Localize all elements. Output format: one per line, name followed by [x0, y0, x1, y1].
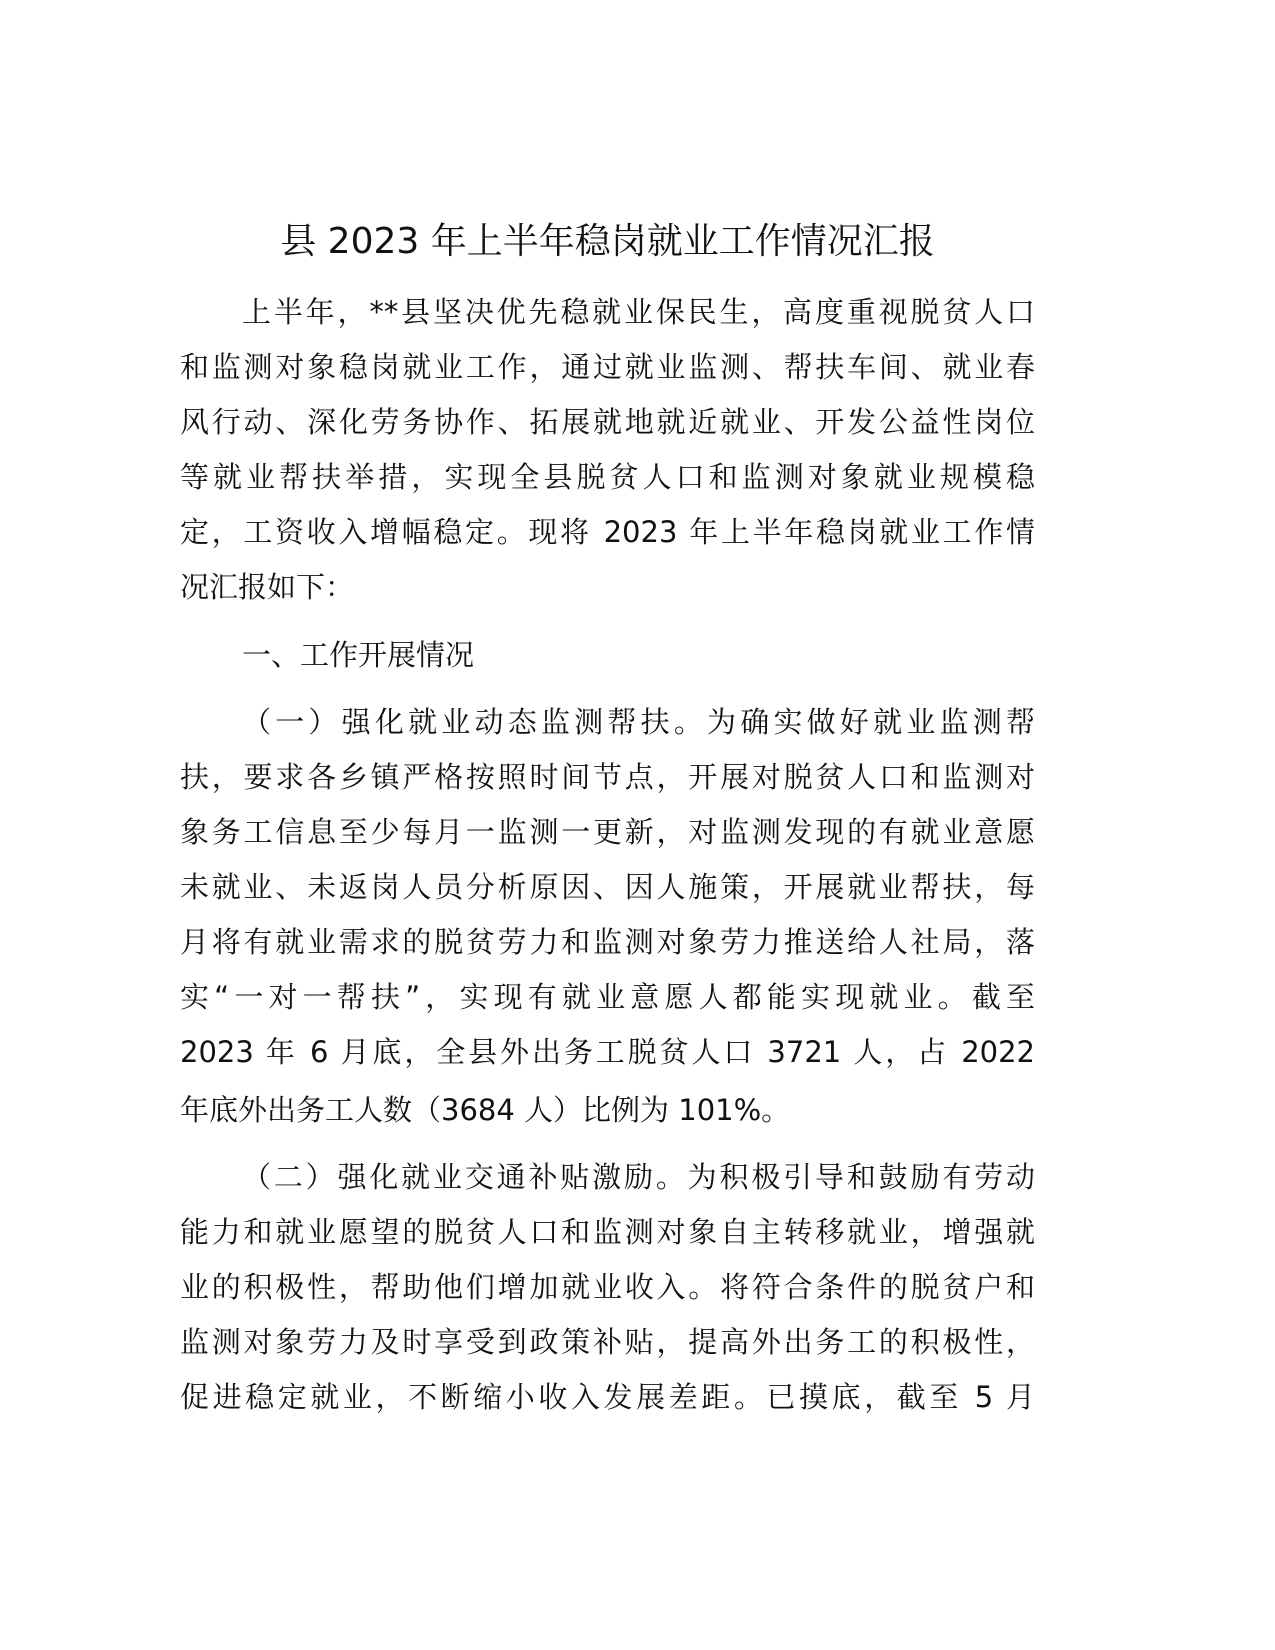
paragraph-line: 业的积极性，帮助他们增加就业收入。将符合条件的脱贫户和	[180, 1270, 1035, 1304]
paragraph-line: （二）强化就业交通补贴激励。为积极引导和鼓励有劳动	[242, 1160, 1035, 1194]
paragraph-line: 未就业、未返岗人员分析原因、因人施策，开展就业帮扶，每	[180, 870, 1035, 904]
paragraph-line: 2023 年 6 月底，全县外出务工脱贫人口 3721 人，占 2022	[180, 1035, 1035, 1069]
paragraph-line: 能力和就业愿望的脱贫人口和监测对象自主转移就业，增强就	[180, 1215, 1035, 1249]
paragraph-line: 扶，要求各乡镇严格按照时间节点，开展对脱贫人口和监测对	[180, 760, 1035, 794]
paragraph-line: 监测对象劳力及时享受到政策补贴，提高外出务工的积极性，	[180, 1325, 1035, 1359]
paragraph-line: 月将有就业需求的脱贫劳力和监测对象劳力推送给人社局，落	[180, 925, 1035, 959]
paragraph-line: 实“一对一帮扶”，实现有就业意愿人都能实现就业。截至	[180, 980, 1035, 1014]
intro-line: 上半年，**县坚决优先稳就业保民生，高度重视脱贫人口	[242, 295, 1035, 329]
intro-line: 等就业帮扶举措，实现全县脱贫人口和监测对象就业规模稳	[180, 460, 1035, 494]
paragraph-line: （一）强化就业动态监测帮扶。为确实做好就业监测帮	[242, 705, 1035, 739]
intro-line: 况汇报如下：	[180, 570, 355, 604]
intro-line: 风行动、深化劳务协作、拓展就地就近就业、开发公益性岗位	[180, 405, 1035, 439]
paragraph-line: 象务工信息至少每月一监测一更新，对监测发现的有就业意愿	[180, 815, 1035, 849]
section-heading: 一、工作开展情况	[242, 638, 475, 672]
intro-line: 和监测对象稳岗就业工作，通过就业监测、帮扶车间、就业春	[180, 350, 1035, 384]
paragraph-line: 年底外出务工人数（3684 人）比例为 101%。	[180, 1093, 791, 1127]
document-title: 县 2023 年上半年稳岗就业工作情况汇报	[280, 221, 935, 262]
intro-line: 定，工资收入增幅稳定。现将 2023 年上半年稳岗就业工作情	[180, 515, 1035, 549]
paragraph-line: 促进稳定就业，不断缩小收入发展差距。已摸底，截至 5 月	[180, 1380, 1035, 1414]
